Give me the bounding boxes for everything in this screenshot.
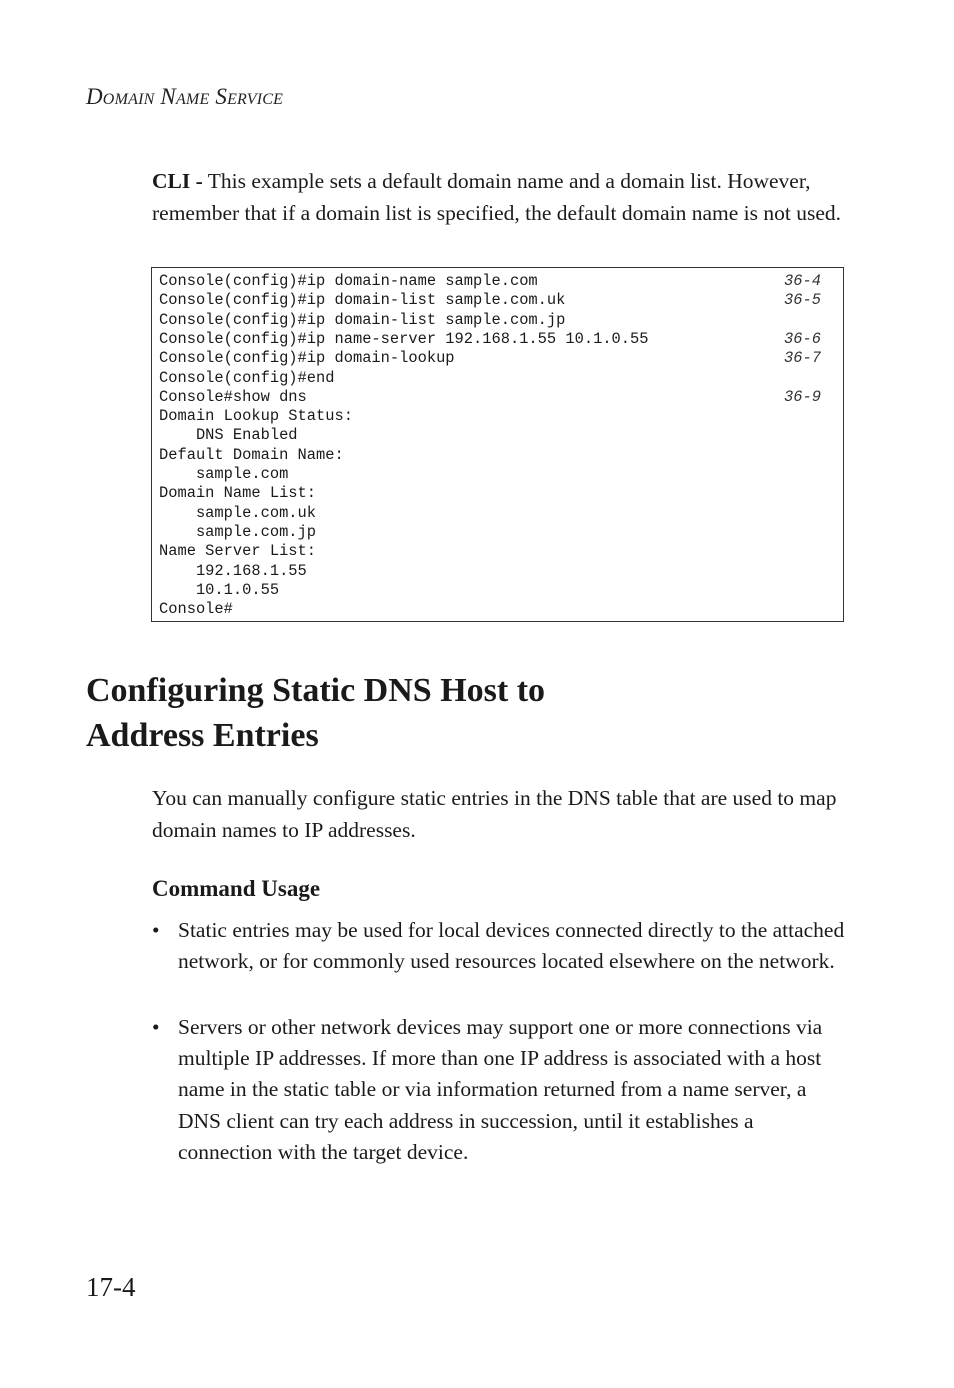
code-reference: 36-5: [784, 291, 821, 310]
code-command: Domain Lookup Status:: [159, 407, 353, 426]
code-command: Domain Name List:: [159, 484, 317, 503]
bullet-text: Servers or other network devices may support one or more connections via multiple IP addresses. If more than one IP address is associated with a host name in the static table or via information returned from a name server, a DNS client can try each address in succession, until it establishes a connection with the target device.: [178, 1015, 823, 1164]
code-example-box: [151, 267, 844, 622]
code-command: sample.com: [159, 465, 289, 483]
code-command: sample.com.jp: [159, 522, 317, 541]
code-line: [159, 369, 821, 388]
bullet-item: [152, 1012, 852, 1168]
code-line: [159, 388, 821, 407]
code-reference: 36-7: [784, 349, 821, 368]
code-line: [159, 291, 821, 310]
code-command: Console(config)#ip domain-list sample.com.uk: [159, 291, 566, 310]
code-line: [159, 446, 821, 465]
code-command: Console(config)#ip domain-lookup: [159, 349, 455, 368]
bullet-marker: •: [152, 918, 160, 942]
code-line: [159, 523, 821, 542]
code-reference: 36-4: [784, 272, 821, 290]
code-command: Console#show dns: [159, 387, 307, 406]
intro-lead: CLI -: [152, 169, 203, 193]
code-reference: 36-9: [784, 387, 821, 406]
bullet-item: [152, 915, 852, 977]
code-command: Console#: [159, 600, 233, 619]
code-line: [159, 349, 821, 368]
code-command: Console(config)#ip name-server 192.168.1.55 10.1.0.55: [159, 329, 649, 348]
section-body-paragraph: You can manually configure static entries in the DNS table that are used to map domain names to IP addresses.: [152, 786, 837, 842]
code-line: [159, 426, 821, 445]
code-command: sample.com.uk: [159, 503, 317, 522]
intro-text: This example sets a default domain name and a domain list. However, remember that if a domain list is specified, the default domain name is not used.: [152, 169, 842, 225]
page-number: 17-4: [86, 1272, 136, 1302]
command-usage-heading: Command Usage: [152, 876, 321, 901]
code-line: [159, 562, 821, 581]
section-heading-line2: Address Entries: [86, 717, 319, 754]
code-line: [159, 581, 821, 600]
code-line: [159, 504, 821, 523]
bullet-text: Static entries may be used for local devices connected directly to the attached network, or for commonly used resources located elsewhere on the network.: [178, 918, 845, 974]
running-header: Domain Name Service: [86, 84, 284, 109]
code-line: [159, 484, 821, 503]
code-command: 192.168.1.55: [159, 561, 307, 580]
intro-paragraph: [152, 166, 852, 229]
code-line: [159, 330, 821, 349]
code-command: Console(config)#end: [159, 368, 335, 387]
code-line: [159, 542, 821, 561]
code-line: [159, 465, 821, 484]
bullet-marker: •: [152, 1015, 160, 1039]
code-line: [159, 311, 821, 330]
code-command: Console(config)#ip domain-list sample.com.jp: [159, 310, 566, 329]
code-line: [159, 272, 821, 291]
code-command: 10.1.0.55: [159, 580, 280, 599]
section-heading-line1: Configuring Static DNS Host to: [86, 672, 546, 709]
code-line: [159, 600, 821, 619]
code-command: DNS Enabled: [159, 426, 298, 445]
section-heading: [86, 668, 786, 758]
code-command: Console(config)#ip domain-name sample.com: [159, 272, 538, 290]
code-command: Default Domain Name:: [159, 445, 344, 464]
code-command: Name Server List:: [159, 542, 317, 561]
code-line: [159, 407, 821, 426]
code-reference: 36-6: [784, 329, 821, 348]
